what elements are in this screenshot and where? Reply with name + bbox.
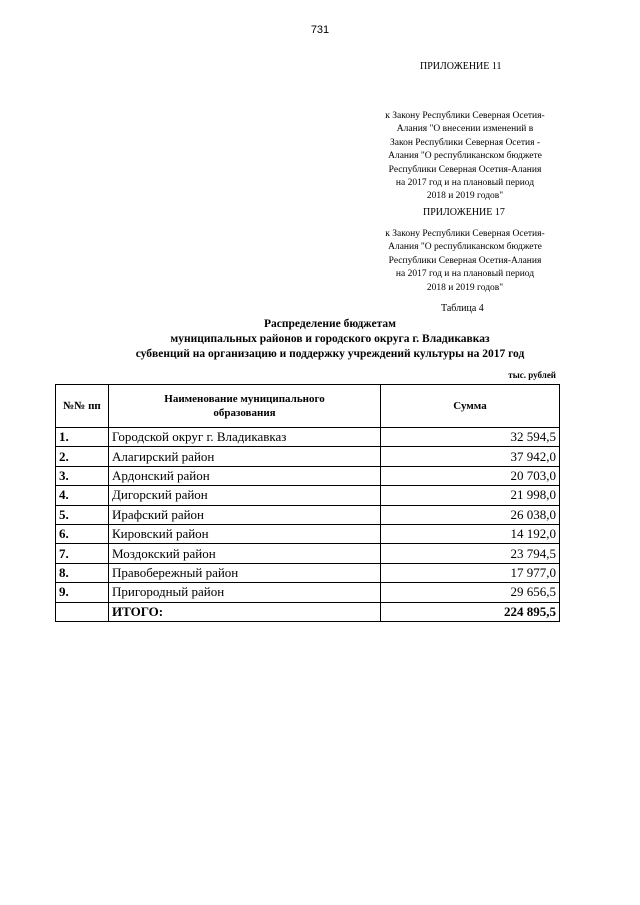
row-name: Ардонский район — [109, 466, 381, 485]
table-row — [56, 563, 560, 582]
row-number: 7. — [56, 544, 109, 563]
row-name: Дигорский район — [109, 486, 381, 505]
table-row — [56, 505, 560, 524]
note-line: Республики Северная Осетия-Алания — [388, 164, 542, 175]
subvention-table — [55, 384, 560, 622]
row-name: Ирафский район — [109, 505, 381, 524]
note-line: на 2017 год и на плановый период — [395, 269, 535, 280]
row-name: Моздокский район — [109, 544, 381, 563]
note-line: 2018 и 2019 годов" — [426, 191, 504, 202]
row-number: 5. — [56, 505, 109, 524]
appendix-17-label: ПРИЛОЖЕНИЕ 17 — [423, 207, 505, 218]
row-sum: 17 977,0 — [381, 563, 560, 582]
note-line: к Закону Республики Северная Осетия- — [385, 229, 545, 239]
header-name-line: образования — [213, 407, 276, 419]
note-line: Алания "О республиканском бюджете — [388, 242, 542, 253]
row-name: Городской округ г. Владикавказ — [109, 428, 381, 447]
note-line: на 2017 год и на плановый период — [395, 178, 535, 189]
table-row — [56, 447, 560, 466]
row-number: 8. — [56, 563, 109, 582]
appendix-11-label: ПРИЛОЖЕНИЕ 11 — [420, 61, 502, 72]
total-number — [56, 602, 109, 621]
table-row — [56, 524, 560, 543]
row-number: 6. — [56, 524, 109, 543]
header-name — [109, 385, 381, 428]
note-line: Алания "О республиканском бюджете — [388, 151, 542, 162]
row-name: Правобережный район — [109, 563, 381, 582]
row-sum: 32 594,5 — [381, 428, 560, 447]
law-reference-note-2 — [360, 228, 570, 295]
row-sum: 14 192,0 — [381, 524, 560, 543]
note-line: Закон Республики Северная Осетия - — [389, 137, 540, 148]
table-row — [56, 428, 560, 447]
total-row — [56, 602, 560, 621]
title-line: субвенций на организацию и поддержку учреждений культуры на 2017 год — [135, 348, 525, 360]
table-row — [56, 544, 560, 563]
row-name: Алагирский район — [109, 447, 381, 466]
note-line: к Закону Республики Северная Осетия- — [385, 111, 545, 121]
table-row — [56, 583, 560, 602]
row-sum: 23 794,5 — [381, 544, 560, 563]
table-header-row — [56, 385, 560, 428]
table-row — [56, 466, 560, 485]
page-number: 731 — [310, 24, 330, 36]
row-sum: 26 038,0 — [381, 505, 560, 524]
note-line: 2018 и 2019 годов" — [426, 282, 504, 293]
row-sum: 37 942,0 — [381, 447, 560, 466]
row-name: Кировский район — [109, 524, 381, 543]
total-label: ИТОГО: — [109, 602, 381, 621]
law-reference-note-1 — [360, 110, 570, 204]
table-number: Таблица 4 — [441, 303, 484, 314]
title-line: муниципальных районов и городского округа г. Владикавказ — [170, 333, 490, 345]
row-number: 4. — [56, 486, 109, 505]
units-label: тыс. рублей — [508, 370, 556, 380]
row-sum: 21 998,0 — [381, 486, 560, 505]
title-line: Распределение бюджетам — [264, 318, 396, 330]
row-number: 1. — [56, 428, 109, 447]
table-row — [56, 486, 560, 505]
header-name-line: Наименование муниципального — [164, 393, 325, 405]
total-sum: 224 895,5 — [381, 602, 560, 621]
row-sum: 20 703,0 — [381, 466, 560, 485]
row-number: 2. — [56, 447, 109, 466]
row-sum: 29 656,5 — [381, 583, 560, 602]
header-sum: Сумма — [381, 385, 560, 428]
row-number: 9. — [56, 583, 109, 602]
note-line: Республики Северная Осетия-Алания — [388, 255, 542, 266]
row-number: 3. — [56, 466, 109, 485]
document-title — [40, 317, 620, 362]
row-name: Пригородный район — [109, 583, 381, 602]
note-line: Алания "О внесении изменений в — [396, 124, 534, 135]
header-num: №№ пп — [56, 385, 109, 428]
